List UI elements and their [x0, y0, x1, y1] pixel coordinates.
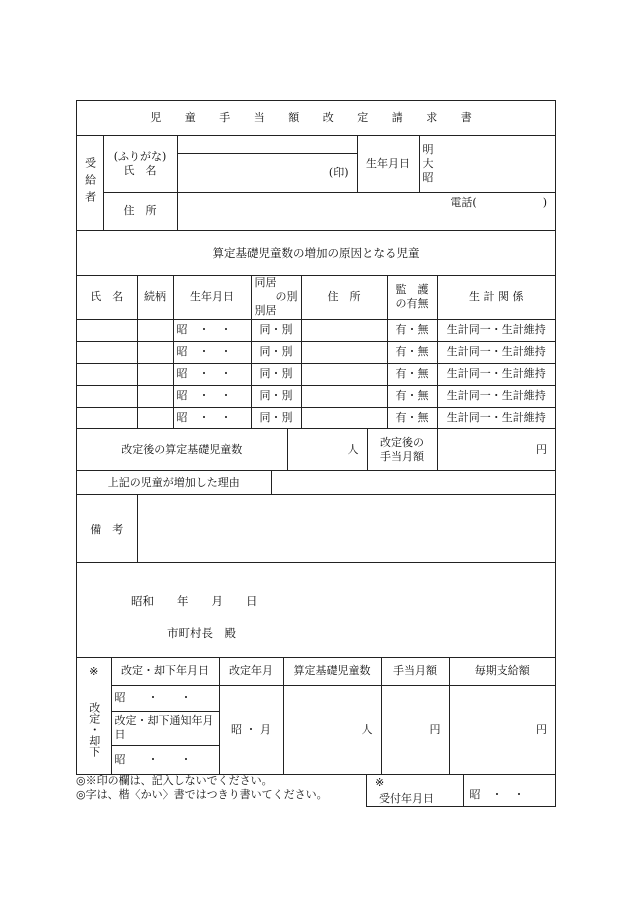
- livelihood-field[interactable]: 生計同一・生計維持: [437, 363, 555, 385]
- note-2: ◎字は、楷〈かい〉書ではつきり書いてください。: [76, 788, 328, 801]
- per-period-header: 毎期支給額: [449, 658, 555, 685]
- cohabit-header-bot: 別居: [254, 303, 277, 317]
- cohabit-field[interactable]: 同・別: [251, 407, 301, 429]
- recipient-label-cell: [77, 136, 103, 230]
- address-field[interactable]: [177, 192, 555, 230]
- child-address-field[interactable]: [301, 363, 387, 385]
- person-unit: 人: [347, 442, 359, 456]
- revised-amount-label-top: 改定後の: [380, 435, 424, 449]
- recipient-section: [76, 135, 556, 231]
- name-field[interactable]: [177, 153, 357, 192]
- child-name-field[interactable]: [77, 319, 137, 341]
- revised-amount-label-bot: 手当月額: [380, 449, 424, 463]
- custody-header-bot: の有無: [395, 297, 429, 310]
- children-section: [76, 230, 556, 429]
- application-form: [76, 100, 556, 807]
- children-section-title: 算定基礎児童数の増加の原因となる児童: [77, 231, 555, 275]
- cohabit-field[interactable]: 同・別: [251, 385, 301, 407]
- custody-field[interactable]: 有・無: [387, 363, 437, 385]
- per-period-field[interactable]: [449, 685, 555, 774]
- child-birth-field[interactable]: 昭 ・ ・: [173, 385, 251, 407]
- submission-block: [77, 563, 555, 657]
- child-birth-field[interactable]: 昭 ・ ・: [173, 363, 251, 385]
- cohabit-field[interactable]: 同・別: [251, 341, 301, 363]
- table-row: [77, 407, 555, 429]
- child-name-field[interactable]: [77, 385, 137, 407]
- child-address-field[interactable]: [301, 319, 387, 341]
- cohabit-field[interactable]: 同・別: [251, 363, 301, 385]
- name-label: 氏 名: [123, 163, 157, 177]
- revised-amount-field[interactable]: [437, 429, 555, 470]
- office-section: [76, 657, 556, 775]
- revised-amount-label: [367, 429, 437, 470]
- cohabit-header-top: 同居: [254, 276, 277, 290]
- custody-field[interactable]: 有・無: [387, 319, 437, 341]
- era-showa: 昭: [422, 170, 434, 184]
- child-name-field[interactable]: [77, 363, 137, 385]
- table-row: [77, 341, 555, 363]
- child-name-header: 氏 名: [77, 275, 137, 319]
- relation-field[interactable]: [137, 341, 173, 363]
- child-name-field[interactable]: [77, 341, 137, 363]
- table-row: [77, 363, 555, 385]
- relation-field[interactable]: [137, 319, 173, 341]
- cohabit-field[interactable]: 同・別: [251, 319, 301, 341]
- note-1: ◎※印の欄は、記入しないでください。: [76, 774, 273, 787]
- custody-field[interactable]: 有・無: [387, 385, 437, 407]
- child-address-field[interactable]: [301, 407, 387, 429]
- livelihood-field[interactable]: 生計同一・生計維持: [437, 319, 555, 341]
- era-taisho: 大: [422, 156, 434, 170]
- table-row: [77, 385, 555, 407]
- birth-field[interactable]: [419, 136, 555, 192]
- cohabit-header: [251, 275, 301, 319]
- revision-month-field[interactable]: 昭 ・ 月: [219, 685, 283, 774]
- decision-date-field[interactable]: 昭 ・ ・: [111, 685, 219, 711]
- livelihood-field[interactable]: 生計同一・生計維持: [437, 385, 555, 407]
- receipt-section: [366, 774, 556, 807]
- child-address-field[interactable]: [301, 341, 387, 363]
- submission-section: [76, 562, 556, 658]
- title-section: [76, 100, 556, 136]
- notice-date-label: 改定・却下通知年月日: [111, 711, 219, 745]
- revision-side-cell: [77, 685, 111, 774]
- relation-field[interactable]: [137, 363, 173, 385]
- per-period-yen: 円: [536, 722, 547, 736]
- children-count-header: 算定基礎児童数: [283, 658, 381, 685]
- birth-label: 生年月日: [357, 136, 419, 192]
- revised-count-label: 改定後の算定基礎児童数: [77, 429, 287, 470]
- child-birth-field[interactable]: 昭 ・ ・: [173, 341, 251, 363]
- monthly-header: 手当月額: [381, 658, 449, 685]
- revised-count-field[interactable]: [287, 429, 367, 470]
- livelihood-header: 生 計 関 係: [437, 275, 555, 319]
- receipt-label: 受付年月日: [379, 791, 434, 805]
- child-address-field[interactable]: [301, 385, 387, 407]
- reason-section: [76, 470, 556, 495]
- office-mark: ※: [77, 658, 111, 685]
- children-count-field[interactable]: [283, 685, 381, 774]
- receipt-label-cell: [367, 775, 463, 806]
- notice-date-field[interactable]: 昭 ・ ・: [111, 745, 219, 774]
- count-unit: 人: [361, 722, 373, 736]
- recipient-label: 受給者: [83, 157, 97, 209]
- child-birth-field[interactable]: 昭 ・ ・: [173, 407, 251, 429]
- seal-mark: (印): [328, 165, 349, 179]
- name-label-cell: [103, 136, 177, 192]
- custody-header-top: 監 護: [395, 283, 429, 297]
- monthly-yen: 円: [429, 722, 441, 736]
- revised-section: [76, 428, 556, 471]
- furigana-field[interactable]: [177, 136, 357, 153]
- cohabit-header-mid: の別: [275, 290, 298, 304]
- livelihood-field[interactable]: 生計同一・生計維持: [437, 407, 555, 429]
- remarks-section: [76, 494, 556, 563]
- address-label: 住 所: [103, 192, 177, 230]
- monthly-field[interactable]: [381, 685, 449, 774]
- receipt-mark: ※: [375, 776, 385, 789]
- decision-date-header: 改定・却下年月日: [111, 658, 219, 685]
- remarks-label: 備 考: [77, 495, 137, 562]
- furigana-label: (ふりがな): [113, 150, 167, 163]
- relation-field[interactable]: [137, 385, 173, 407]
- revision-side-label: 改定・却下: [87, 701, 101, 757]
- reason-field[interactable]: [271, 471, 555, 494]
- yen-unit: 円: [536, 442, 547, 456]
- child-address-header: 住 所: [301, 275, 387, 319]
- relation-header: 続柄: [137, 275, 173, 319]
- relation-field[interactable]: [137, 407, 173, 429]
- form-title: 児 童 手 当 額 改 定 請 求 書: [150, 111, 482, 125]
- remarks-field[interactable]: [137, 495, 555, 562]
- addressee: 市町村長 殿: [167, 626, 236, 640]
- reason-label: 上記の児童が増加した理由: [77, 471, 271, 494]
- custody-field[interactable]: 有・無: [387, 407, 437, 429]
- child-birth-header: 生年月日: [173, 275, 251, 319]
- livelihood-field[interactable]: 生計同一・生計維持: [437, 341, 555, 363]
- notes: [76, 774, 366, 802]
- receipt-field[interactable]: 昭 ・ ・: [463, 775, 555, 806]
- era-meiji: 明: [422, 143, 434, 157]
- child-birth-field[interactable]: 昭 ・ ・: [173, 319, 251, 341]
- revision-month-header: 改定年月: [219, 658, 283, 685]
- custody-header: [387, 275, 437, 319]
- phone-label: 電話( ): [450, 195, 547, 209]
- child-name-field[interactable]: [77, 407, 137, 429]
- custody-field[interactable]: 有・無: [387, 341, 437, 363]
- table-row: [77, 319, 555, 341]
- date-line[interactable]: 昭和 年 月 日: [131, 594, 258, 608]
